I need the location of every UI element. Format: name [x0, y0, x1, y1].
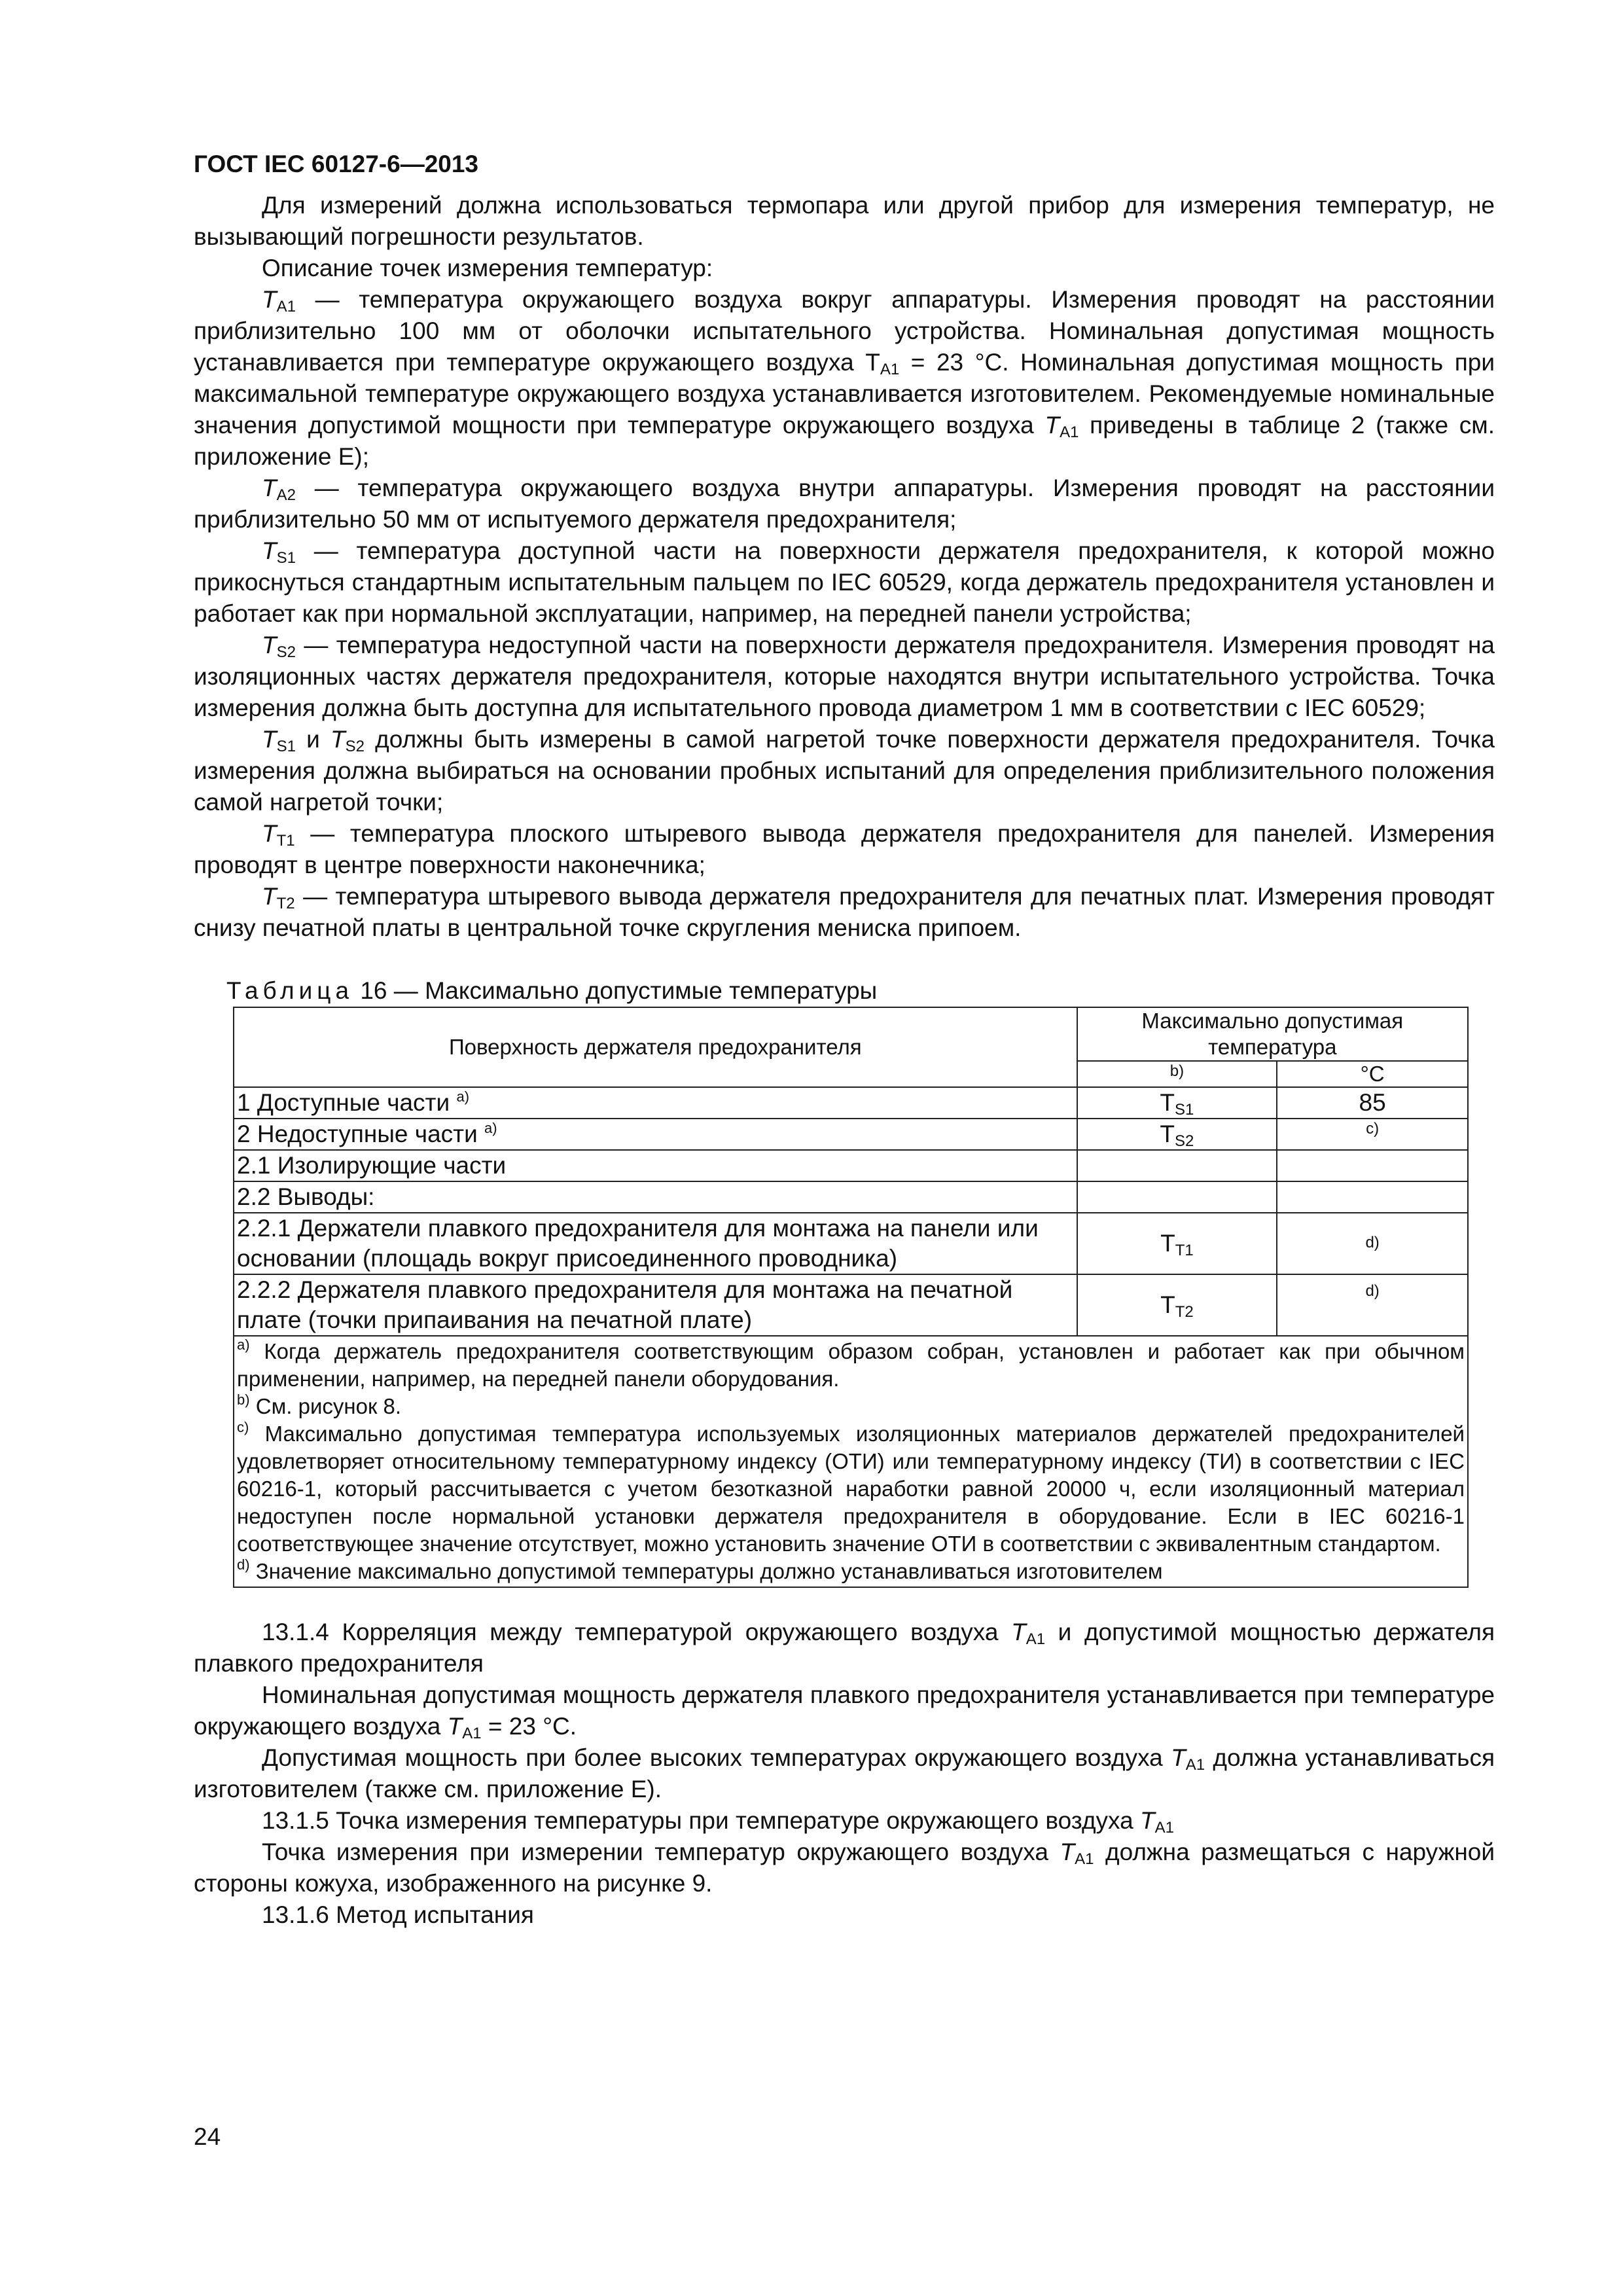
symbol-t: T	[1160, 1089, 1175, 1116]
table-row	[234, 1213, 1468, 1274]
page-number: 24	[194, 2123, 221, 2150]
section-text: Допустимая мощность при более высоких температурах окружающего воздуха	[262, 1744, 1171, 1771]
row-value	[1277, 1181, 1468, 1213]
symbol-subscript: A1	[1154, 1819, 1174, 1837]
section-13-1-6-heading: 13.1.6 Метод испытания	[262, 1901, 534, 1928]
note-ref: a)	[484, 1120, 497, 1136]
table-notes-row	[234, 1336, 1468, 1587]
definition-text: и	[295, 726, 331, 753]
header-max-temperature: Максимально допустимая температура	[1077, 1007, 1468, 1061]
note-mark: d)	[237, 1556, 250, 1573]
document-page	[194, 151, 1495, 1931]
definition-text: — температура недоступной части на поверхности держателя предохранителя. Измерения проводят на изоляционных частях держателя предохранителя, которые находятся внутри испытательного устройства. Точка измерения должна быть доступна для испытательного провода диаметром 1 мм в соответствии с IEC 60529;	[194, 632, 1495, 721]
section-text: Точка измерения при измерении температур окружающего воздуха	[262, 1839, 1060, 1865]
header-note-mark: b)	[1077, 1061, 1277, 1087]
definition-text: — температура окружающего воздуха вокруг аппаратуры. Измерения проводят на расстоянии приблизительно 100 мм от оболочки испытательного устройства. Номинальная допустимая мощность устанавливается при температуре окружающего воздуха T	[194, 286, 1495, 376]
symbol-subscript: T2	[1175, 1303, 1194, 1321]
symbol-subscript: S1	[276, 738, 296, 755]
row-label: 2.2 Выводы:	[234, 1181, 1077, 1213]
row-value	[1277, 1150, 1468, 1181]
table-row	[234, 1150, 1468, 1181]
note-text: Значение максимально допустимой температуры должно устанавливаться изготовителем	[249, 1559, 1163, 1583]
table-row	[234, 1119, 1468, 1150]
section-13-1-4-heading	[194, 1617, 1495, 1679]
symbol-subscript: A1	[1026, 1630, 1046, 1648]
symbol-t: T	[262, 883, 277, 910]
section-text: Номинальная допустимая мощность держателя плавкого предохранителя устанавливается при температуре окружающего воздуха	[194, 1681, 1495, 1740]
section-text: 13.1.4 Корреляция между температурой окружающего воздуха	[262, 1619, 1012, 1645]
definition-text: должны быть измерены в самой нагретой точке поверхности держателя предохранителя. Точка измерения должна выбираться на основании пробных испытаний для определения приблизительного положения самой нагретой точки;	[194, 726, 1495, 816]
note-ref: a)	[456, 1088, 470, 1105]
row-symbol	[1077, 1087, 1277, 1119]
row-value: d)	[1277, 1274, 1468, 1336]
row-value: 85	[1277, 1087, 1468, 1119]
section-text: должна устанавливаться изготовителем (также см. приложение Е).	[194, 1744, 1495, 1803]
definition-text: — температура доступной части на поверхности держателя предохранителя, к которой можно прикоснуться стандартным испытательным пальцем по IEC 60529, когда держатель предохранителя установлен и работает как при нормальной эксплуатации, например, на передней панели устройства;	[194, 537, 1495, 627]
note-text: См. рисунок 8.	[249, 1394, 402, 1418]
table-note	[237, 1558, 1465, 1585]
table-caption-word: Таблица	[226, 977, 354, 1004]
row-value: c)	[1277, 1119, 1468, 1150]
symbol-t: T	[1160, 1121, 1175, 1147]
row-symbol	[1077, 1150, 1277, 1181]
symbol-subscript: S2	[276, 643, 296, 661]
row-symbol	[1077, 1181, 1277, 1213]
row-symbol	[1077, 1119, 1277, 1150]
symbol-subscript: S2	[345, 738, 365, 755]
definition-tt1	[194, 818, 1495, 881]
header-unit: °C	[1277, 1061, 1468, 1087]
symbol-t: T	[1011, 1619, 1026, 1645]
table-header-row	[234, 1007, 1468, 1061]
max-temperatures-table	[233, 1007, 1469, 1588]
table-caption	[226, 975, 1495, 1007]
symbol-subscript: T1	[1175, 1242, 1194, 1259]
symbol-subscript: A1	[1060, 423, 1079, 441]
table-row	[234, 1274, 1468, 1336]
symbol-subscript: A1	[1075, 1850, 1094, 1868]
symbol-t: T	[262, 632, 277, 658]
table-note	[237, 1420, 1465, 1558]
paragraph-points-intro: Описание точек измерения температур:	[262, 255, 713, 281]
section-13-1-4-paragraph-2	[194, 1742, 1495, 1805]
symbol-t: T	[1060, 1839, 1075, 1865]
section-13-1-5-paragraph	[194, 1837, 1495, 1899]
symbol-t: T	[262, 286, 277, 313]
row-label	[234, 1087, 1077, 1119]
section-13-1-5-heading	[194, 1805, 1495, 1837]
document-header: ГОСТ IEC 60127-6—2013	[194, 151, 479, 177]
definition-tt2	[194, 881, 1495, 944]
symbol-subscript: T1	[276, 832, 295, 850]
row-symbol	[1077, 1213, 1277, 1274]
symbol-t: T	[1044, 412, 1060, 439]
definition-ta1	[194, 284, 1495, 473]
symbol-t: T	[262, 475, 277, 501]
section-text: = 23 °C.	[481, 1713, 577, 1740]
table-row	[234, 1181, 1468, 1213]
symbol-subscript: S1	[276, 549, 296, 567]
symbol-t: T	[1139, 1807, 1155, 1834]
symbol-t: T	[1160, 1291, 1175, 1318]
row-value: d)	[1277, 1213, 1468, 1274]
symbol-t: T	[447, 1713, 463, 1740]
table-note	[237, 1393, 1465, 1420]
definition-ts2	[194, 630, 1495, 724]
note-mark: a)	[237, 1336, 250, 1353]
section-13-1-4-paragraph-1	[194, 1679, 1495, 1742]
row-label: 2.1 Изолирующие части	[234, 1150, 1077, 1181]
symbol-t: T	[262, 537, 277, 564]
symbol-t: T	[1160, 1230, 1175, 1257]
table-row	[234, 1087, 1468, 1119]
row-label-text: 1 Доступные части	[237, 1089, 457, 1116]
symbol-t: T	[1171, 1744, 1186, 1771]
table-caption-title: 16 — Максимально допустимые температуры	[353, 977, 878, 1004]
row-label: 2.2.2 Держателя плавкого предохранителя для монтажа на печатной плате (точки припаивания на печатной плате)	[234, 1274, 1077, 1336]
symbol-subscript: A1	[276, 298, 296, 315]
table-note	[237, 1338, 1465, 1393]
definition-ts1	[194, 535, 1495, 630]
section-text: должна размещаться с наружной стороны кожуха, изображенного на рисунке 9.	[194, 1839, 1495, 1897]
note-text: Когда держатель предохранителя соответствующим образом собран, установлен и работает как при обычном применении, например, на передней панели оборудования.	[237, 1339, 1465, 1391]
symbol-subscript: S2	[1175, 1132, 1194, 1150]
definition-text: = 23 °C. Номинальная допустимая мощность при максимальной температуре окружающего воздуха устанавливается изготовителем. Рекомендуемые номинальные значения допустимой мощности при температуре окружающего воздуха	[194, 349, 1495, 439]
section-text: и допустимой мощностью держателя плавкого предохранителя	[194, 1619, 1495, 1677]
row-label	[234, 1119, 1077, 1150]
symbol-t: T	[262, 726, 277, 753]
header-surface: Поверхность держателя предохранителя	[234, 1007, 1077, 1087]
note-text: Максимально допустимая температура используемых изоляционных материалов держателей предохранителей удовлетворяет относительному температурному индексу (ОТИ) или температурному индексу (ТИ) в соответствии с IEC 60216-1, который рассчитывается с учетом безотказной наработки равной 20000 ч, если изоляционный материал недоступен после нормальной установки держателя предохранителя в оборудование. Если в IEC 60216-1 соответствующее значение отсутствует, можно установить значение ОТИ в соответствии с эквивалентным стандартом.	[237, 1422, 1465, 1556]
definition-text: — температура окружающего воздуха внутри аппаратуры. Измерения проводят на расстоянии приблизительно 50 мм от испытуемого держателя предохранителя;	[194, 475, 1495, 533]
definition-ts1-ts2	[194, 724, 1495, 818]
note-mark: b)	[237, 1391, 250, 1408]
row-label-text: 2 Недоступные части	[237, 1121, 485, 1147]
symbol-subscript: A1	[462, 1725, 482, 1742]
definition-text: приведены в таблице 2 (также см. приложение Е);	[194, 412, 1495, 470]
symbol-subscript: T2	[276, 895, 295, 912]
symbol-subscript: S1	[1175, 1101, 1194, 1119]
definition-text: — температура плоского штыревого вывода держателя предохранителя для панелей. Измерения проводят в центре поверхности наконечника;	[194, 820, 1495, 878]
definition-text: — температура штыревого вывода держателя предохранителя для печатных плат. Измерения проводят снизу печатной платы в центральной точке скругления мениска припоем.	[194, 883, 1495, 941]
section-text: 13.1.5 Точка измерения температуры при температуре окружающего воздуха	[262, 1807, 1140, 1834]
symbol-t: T	[262, 820, 277, 847]
table-notes	[234, 1336, 1468, 1587]
symbol-subscript: A1	[880, 361, 900, 378]
row-label: 2.2.1 Держатели плавкого предохранителя для монтажа на панели или основании (площадь вокруг присоединенного проводника)	[234, 1213, 1077, 1274]
definition-ta2	[194, 473, 1495, 535]
note-mark: c)	[237, 1419, 249, 1435]
row-symbol	[1077, 1274, 1277, 1336]
symbol-t: T	[330, 726, 346, 753]
symbol-subscript: A2	[276, 486, 296, 504]
paragraph-measurement-instrument: Для измерений должна использоваться термопара или другой прибор для измерения температур, не вызывающий погрешности результатов.	[194, 192, 1495, 250]
symbol-subscript: A1	[1185, 1756, 1205, 1774]
